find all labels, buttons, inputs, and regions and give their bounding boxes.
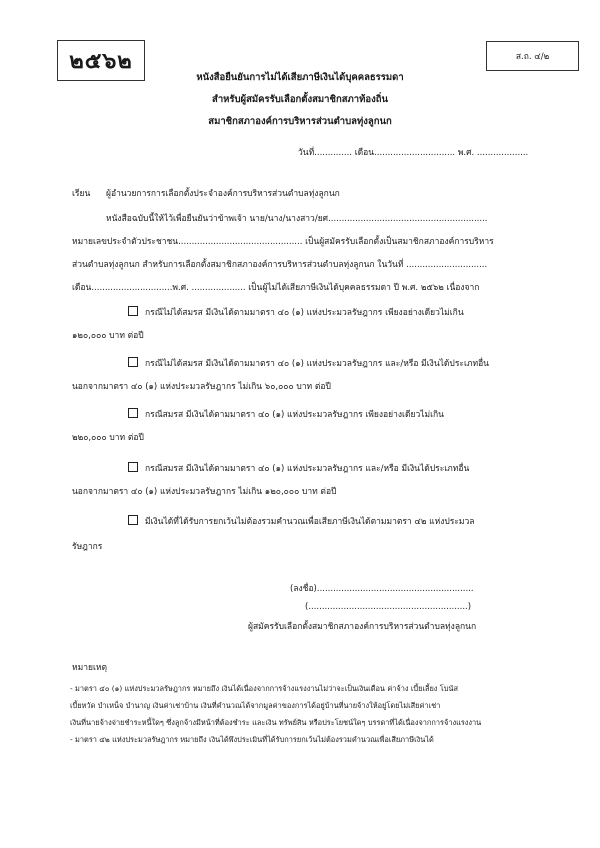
option-3-checkbox[interactable] xyxy=(128,408,138,418)
note-line-2: เบี้ยหวัด บำเหน็จ บำนาญ เงินค่าเช่าบ้าน เงินที่คำนวณได้จากมูลค่าของการได้อยู่บ้านที่นายจ้างให้อยู่โดยไม่เสียค่าเช่า xyxy=(70,701,441,710)
note-line-1: - มาตรา ๔๐ (๑) แห่งประมวลรัษฎากร หมายถึง เงินได้เนื่องจากการจ้างแรงงานไม่ว่าจะเป็นเงินเดือน ค่าจ้าง เบี้ยเลี้ยง โบนัส xyxy=(70,684,458,693)
note-line-3: เงินที่นายจ้างจ่ายชำระหนี้ใดๆ ซึ่งลูกจ้างมีหน้าที่ต้องชำระ และเงิน ทรัพย์สิน หรือประโยชน์ใดๆ บรรดาที่ได้เนื่องจากการจ้างแรงงาน xyxy=(70,718,482,727)
option-1-checkbox[interactable] xyxy=(128,306,138,316)
signature-name-line[interactable]: (...........................................................) xyxy=(305,602,472,612)
salutation-recipient: ผู้อำนวยการการเลือกตั้งประจำองค์การบริหารส่วนตำบลทุ่งลูกนก xyxy=(106,189,340,199)
option-2[interactable] xyxy=(128,356,489,370)
notes-heading: หมายเหตุ xyxy=(72,663,107,673)
date-line[interactable]: วันที่.............. เดือน.............................. พ.ศ. ................... xyxy=(298,148,529,158)
option-5-checkbox[interactable] xyxy=(128,515,138,525)
body-line-id[interactable]: หมายเลขประจำตัวประชาชน.............................................. เป็นผู้สมัครรับเลือกตั้งเป็นสมาชิกสภาองค์การบริหาร xyxy=(72,237,494,247)
title-line-2: สำหรับผู้สมัครรับเลือกตั้งสมาชิกสภาท้องถิ่น xyxy=(212,94,388,105)
option-3[interactable] xyxy=(128,407,444,421)
option-3-line2: ๒๒๐,๐๐๐ บาท ต่อปี xyxy=(72,433,144,443)
body-line-month[interactable]: เดือน..............................พ.ศ. .................... เป็นผู้ไม่ได้เสียภาษีเงินได้บุคคลธรรมดา ปี พ.ศ. ๒๕๖๒ เนื่องจาก xyxy=(72,283,480,293)
option-4[interactable] xyxy=(128,461,469,475)
option-5[interactable] xyxy=(128,514,475,528)
form-code-box xyxy=(486,41,579,71)
signature-line[interactable]: (ลงชื่อ).......................................................... xyxy=(290,584,474,594)
option-3-line1: กรณีสมรส มีเงินได้ตามมาตรา ๔๐ (๑) แห่งประมวลรัษฎากร เพียงอย่างเดียวไม่เกิน xyxy=(145,410,444,420)
option-2-line1: กรณีไม่ได้สมรส มีเงินได้ตามมาตรา ๔๐ (๑) แห่งประมวลรัษฎากร และ/หรือ มีเงินได้ประเภทอื่น xyxy=(145,359,489,369)
option-4-checkbox[interactable] xyxy=(128,462,138,472)
form-code: ส.ถ. ๔/๒ xyxy=(515,52,550,62)
option-1[interactable] xyxy=(128,305,464,319)
title-line-3: สมาชิกสภาองค์การบริหารส่วนตำบลทุ่งลูกนก xyxy=(208,116,392,127)
option-4-line2: นอกจากมาตรา ๔๐ (๑) แห่งประมวลรัษฎากร ไม่เกิน ๑๒๐,๐๐๐ บาท ต่อปี xyxy=(72,487,337,497)
signature-role: ผู้สมัครรับเลือกตั้งสมาชิกสภาองค์การบริหารส่วนตำบลทุ่งลูกนก xyxy=(248,622,477,632)
option-1-line2: ๑๒๐,๐๐๐ บาท ต่อปี xyxy=(72,331,144,341)
year-label: ๒๕๖๒ xyxy=(69,49,133,74)
option-5-line2: รัษฎากร xyxy=(72,542,103,552)
title-line-1: หนังสือยืนยันการไม่ได้เสียภาษีเงินได้บุคคลธรรมดา xyxy=(196,72,404,83)
option-1-line1: กรณีไม่ได้สมรส มีเงินได้ตามมาตรา ๔๐ (๑) แห่งประมวลรัษฎากร เพียงอย่างเดียวไม่เกิน xyxy=(145,308,464,318)
option-5-line1: มีเงินได้ที่ได้รับการยกเว้นไม่ต้องรวมคำนวณเพื่อเสียภาษีเงินได้ตามมาตรา ๔๒ แห่งประมวล xyxy=(145,517,475,527)
option-2-checkbox[interactable] xyxy=(128,357,138,367)
body-line-name[interactable]: หนังสือฉบับนี้ให้ไว้เพื่อยืนยันว่าข้าพเจ้า นาย/นาง/นางสาว/ยศ........................................................... xyxy=(106,214,488,224)
note-line-4: - มาตรา ๔๒ แห่งประมวลรัษฎากร หมายถึง เงินได้พึงประเมินที่ได้รับการยกเว้นไม่ต้องรวมคำนวณเพื่อเสียภาษีเงินได้ xyxy=(70,735,434,744)
salutation-label: เรียน xyxy=(72,189,91,199)
option-4-line1: กรณีสมรส มีเงินได้ตามมาตรา ๔๐ (๑) แห่งประมวลรัษฎากร และ/หรือ มีเงินได้ประเภทอื่น xyxy=(145,464,470,474)
body-line-election[interactable]: ส่วนตำบลทุ่งลูกนก สำหรับการเลือกตั้งสมาชิกสภาองค์การบริหารส่วนตำบลทุ่งลูกนก ในวันที่ .............................. xyxy=(72,260,488,270)
option-2-line2: นอกจากมาตรา ๔๐ (๑) แห่งประมวลรัษฎากร ไม่เกิน ๖๐,๐๐๐ บาท ต่อปี xyxy=(72,382,331,392)
